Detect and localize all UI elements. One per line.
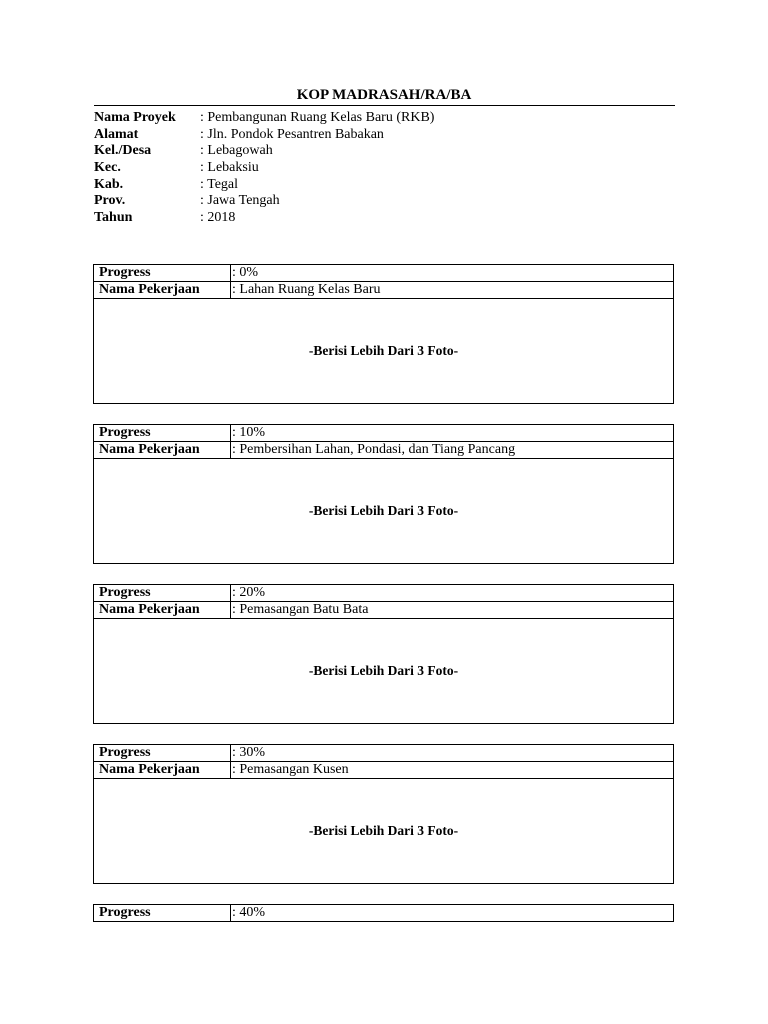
progress-label: Progress xyxy=(94,265,231,281)
progress-row xyxy=(93,424,674,441)
progress-value: : 0% xyxy=(232,265,259,280)
info-row-alamat xyxy=(94,127,434,144)
job-label: Nama Pekerjaan xyxy=(94,442,231,458)
photo-area xyxy=(93,618,674,724)
photo-area xyxy=(93,458,674,564)
progress-value: : 30% xyxy=(232,745,266,760)
progress-row xyxy=(93,904,674,922)
info-row-prov xyxy=(94,193,434,210)
info-row-kel-desa xyxy=(94,143,434,160)
info-row-tahun xyxy=(94,210,434,227)
info-label: Kec. xyxy=(94,160,121,176)
info-label: Kab. xyxy=(94,176,124,192)
info-row-nama-proyek xyxy=(94,110,434,127)
info-label: Nama Proyek xyxy=(94,110,176,125)
progress-value: : 40% xyxy=(232,905,266,920)
job-row xyxy=(93,601,674,618)
progress-value: : 10% xyxy=(232,425,266,440)
progress-label: Progress xyxy=(94,585,231,601)
info-label: Kel./Desa xyxy=(94,143,152,159)
info-value: : Lebaksiu xyxy=(200,160,259,176)
progress-row xyxy=(93,584,674,601)
progress-label: Progress xyxy=(94,745,231,761)
info-value: : 2018 xyxy=(200,210,236,226)
page-title: KOP MADRASAH/RA/BA xyxy=(296,87,472,103)
info-value: : Tegal xyxy=(200,176,239,192)
job-value: : Pemasangan Batu Bata xyxy=(232,602,369,617)
job-row xyxy=(93,761,674,778)
job-value: : Lahan Ruang Kelas Baru xyxy=(232,282,381,297)
info-row-kec xyxy=(94,160,434,177)
job-label: Nama Pekerjaan xyxy=(94,762,231,778)
progress-row xyxy=(93,744,674,761)
job-row xyxy=(93,441,674,458)
job-label: Nama Pekerjaan xyxy=(94,282,231,298)
job-value: : Pembersihan Lahan, Pondasi, dan Tiang Pancang xyxy=(232,442,516,457)
photo-area xyxy=(93,778,674,884)
info-value: : Jln. Pondok Pesantren Babakan xyxy=(200,126,384,142)
progress-row xyxy=(93,264,674,281)
project-info xyxy=(94,110,434,227)
info-value: : Pembangunan Ruang Kelas Baru (RKB) xyxy=(200,110,435,125)
info-value: : Lebagowah xyxy=(200,143,273,159)
info-value: : Jawa Tengah xyxy=(200,193,280,209)
info-label: Tahun xyxy=(94,210,133,226)
photo-note: -Berisi Lebih Dari 3 Foto- xyxy=(308,663,459,678)
progress-value: : 20% xyxy=(232,585,266,600)
photo-note: -Berisi Lebih Dari 3 Foto- xyxy=(308,503,459,518)
job-value: : Pemasangan Kusen xyxy=(232,762,349,777)
photo-note: -Berisi Lebih Dari 3 Foto- xyxy=(308,343,459,358)
progress-label: Progress xyxy=(94,425,231,441)
photo-note: -Berisi Lebih Dari 3 Foto- xyxy=(308,823,459,838)
info-label: Prov. xyxy=(94,193,126,209)
info-row-kab xyxy=(94,177,434,194)
progress-label: Progress xyxy=(94,905,231,921)
info-label: Alamat xyxy=(94,126,139,142)
job-row xyxy=(93,281,674,298)
job-label: Nama Pekerjaan xyxy=(94,602,231,618)
title-underline xyxy=(94,105,675,106)
photo-area xyxy=(93,298,674,404)
